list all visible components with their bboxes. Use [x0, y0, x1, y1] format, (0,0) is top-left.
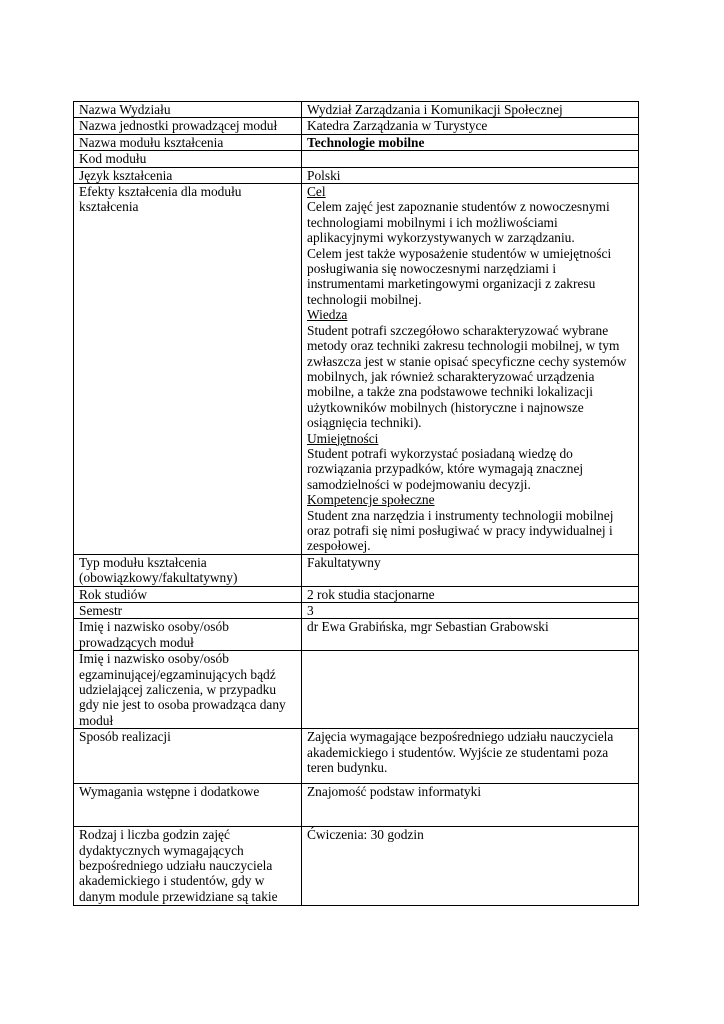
- table-row: [74, 102, 639, 118]
- module-name-value: Technologie mobilne: [302, 134, 639, 150]
- section-heading-wiedza: Wiedza: [307, 307, 348, 323]
- section-paragraph: Celem jest także wyposażenie studentów w umiejętności posługiwania się nowoczesnymi narzędziami i instrumentami marketingowymi organizacji z zakresu technologii mobilnej.: [307, 245, 612, 307]
- course-module-table: [73, 101, 639, 906]
- row-label: Kod modułu: [74, 151, 302, 167]
- section-paragraph: Student zna narzędzia i instrumenty technologii mobilnej oraz potrafi się nimi posługiwać w pracy indywidualnej i zespołowej.: [307, 507, 614, 554]
- table-row: [74, 134, 639, 150]
- row-value: Katedra Zarządzania w Turystyce: [302, 118, 639, 134]
- table-row: [74, 184, 639, 555]
- section-paragraph: Student potrafi szczegółowo scharakteryzować wybrane metody oraz techniki zakresu technologii mobilnej, w tym zwłaszcza jest w stanie opisać specyficzne cechy systemów mobilnych, jak również scharakteryzować urządzenia mobilne, a także zna podstawowe techniki lokalizacji użytkowników mobilnych (historyczne i najnowsze osiągnięcia techniki).: [307, 322, 627, 431]
- table-row: [74, 586, 639, 602]
- table-row: [74, 651, 639, 729]
- row-value: Wydział Zarządzania i Komunikacji Społecznej: [302, 102, 639, 118]
- section-paragraph: Celem zajęć jest zapoznanie studentów z nowoczesnymi technologiami mobilnymi i ich możliwościami aplikacyjnymi wykorzystywanych w zarządzaniu.: [307, 199, 610, 246]
- table-row: [74, 784, 639, 827]
- learning-outcomes-cell: [302, 184, 639, 555]
- row-label: Nazwa modułu kształcenia: [74, 134, 302, 150]
- table-row: [74, 554, 639, 586]
- row-label: Wymagania wstępne i dodatkowe: [74, 784, 302, 827]
- row-label: Rodzaj i liczba godzin zajęć dydaktycznych wymagających bezpośredniego udziału nauczyciela akademickiego i studentów, gdy w danym module przewidziane są takie: [74, 827, 302, 906]
- table-row: [74, 729, 639, 784]
- table-row: [74, 619, 639, 651]
- row-label: Typ modułu kształcenia (obowiązkowy/fakultatywny): [74, 554, 302, 586]
- table-row: [74, 603, 639, 619]
- row-value: 2 rok studia stacjonarne: [302, 586, 639, 602]
- section-heading-umiejetnosci: Umiejętności: [307, 430, 379, 446]
- row-label: Język kształcenia: [74, 167, 302, 183]
- row-value: Ćwiczenia: 30 godzin: [302, 827, 639, 906]
- row-value: Fakultatywny: [302, 554, 639, 586]
- row-value: dr Ewa Grabińska, mgr Sebastian Grabowski: [302, 619, 639, 651]
- row-label: Rok studiów: [74, 586, 302, 602]
- table-row: [74, 151, 639, 167]
- row-value: Polski: [302, 167, 639, 183]
- row-label: Nazwa Wydziału: [74, 102, 302, 118]
- row-label: Efekty kształcenia dla modułu kształcenia: [74, 184, 302, 555]
- row-label: Imię i nazwisko osoby/osób egzaminującej/egzaminujących bądź udzielającej zaliczenia, w przypadku gdy nie jest to osoba prowadząca dany moduł: [74, 651, 302, 729]
- row-value: Znajomość podstaw informatyki: [302, 784, 639, 827]
- row-label: Semestr: [74, 603, 302, 619]
- section-paragraph: Student potrafi wykorzystać posiadaną wiedzę do rozwiązania przypadków, które wymagają znacznej samodzielności w podejmowaniu decyzji.: [307, 445, 584, 492]
- row-value: [302, 651, 639, 729]
- section-heading-kompetencje: Kompetencje społeczne: [307, 492, 435, 508]
- table-row: [74, 827, 639, 906]
- row-label: Nazwa jednostki prowadzącej moduł: [74, 118, 302, 134]
- row-value: [302, 151, 639, 167]
- row-label: Sposób realizacji: [74, 729, 302, 784]
- table-row: [74, 118, 639, 134]
- row-value: Zajęcia wymagające bezpośredniego udziału nauczyciela akademickiego i studentów. Wyjście ze studentami poza teren budynku.: [302, 729, 639, 784]
- row-value: 3: [302, 603, 639, 619]
- section-heading-cel: Cel: [307, 184, 326, 200]
- row-label: Imię i nazwisko osoby/osób prowadzących moduł: [74, 619, 302, 651]
- table-row: [74, 167, 639, 183]
